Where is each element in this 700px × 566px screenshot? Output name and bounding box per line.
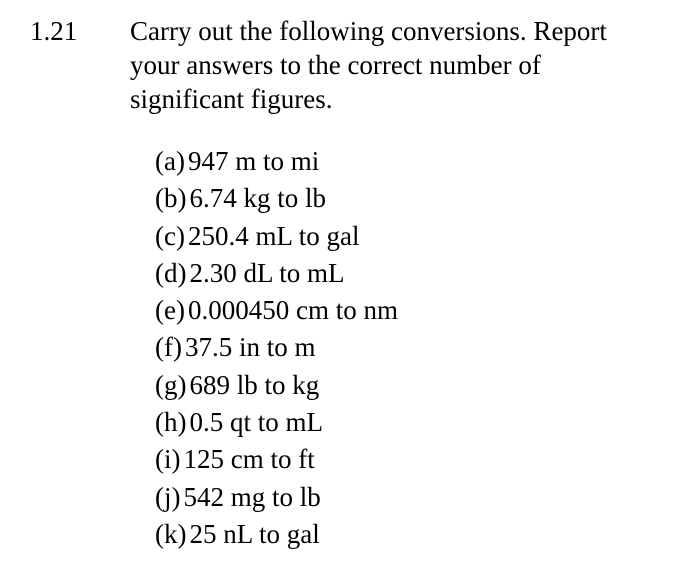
item-label: (b) (155, 183, 187, 214)
item-text: 2.30 dL to mL (189, 257, 345, 288)
prompt-line: your answers to the correct number of (130, 50, 541, 80)
item-label: (g) (155, 369, 187, 400)
item-label: (i) (155, 444, 181, 475)
conversion-item-k (155, 516, 398, 553)
conversion-item-e (155, 292, 398, 329)
conversion-item-c (155, 218, 398, 255)
item-label: (h) (155, 407, 187, 438)
item-text: 125 cm to ft (183, 444, 315, 475)
item-label: (j) (155, 481, 181, 512)
item-label: (e) (155, 295, 185, 326)
conversion-item-a (155, 143, 398, 180)
problem-prompt (130, 14, 670, 116)
conversion-item-f (155, 329, 398, 366)
item-text: 689 lb to kg (189, 369, 320, 400)
item-text: 0.000450 cm to nm (187, 295, 398, 326)
item-label: (a) (155, 146, 185, 176)
conversion-item-j (155, 479, 398, 516)
conversion-item-h (155, 404, 398, 441)
conversion-item-d (155, 255, 398, 292)
prompt-line: significant figures. (130, 84, 333, 114)
item-label: (f) (155, 332, 182, 363)
item-label: (d) (155, 257, 187, 288)
item-text: 947 m to mi (187, 146, 320, 176)
conversion-item-g (155, 367, 398, 404)
problem-number: 1.21 (30, 16, 78, 46)
item-text: 25 nL to gal (189, 518, 320, 549)
item-text: 542 mg to lb (183, 481, 321, 512)
conversion-item-b (155, 180, 398, 217)
item-text: 250.4 mL to gal (187, 220, 360, 251)
item-text: 0.5 qt to mL (189, 407, 323, 438)
conversion-list (155, 143, 398, 553)
item-text: 37.5 in to m (184, 332, 316, 363)
item-text: 6.74 kg to lb (189, 183, 326, 214)
conversion-item-i (155, 441, 398, 478)
item-label: (k) (155, 518, 187, 549)
item-label: (c) (155, 220, 185, 251)
prompt-line: Carry out the following conversions. Report (130, 16, 607, 46)
